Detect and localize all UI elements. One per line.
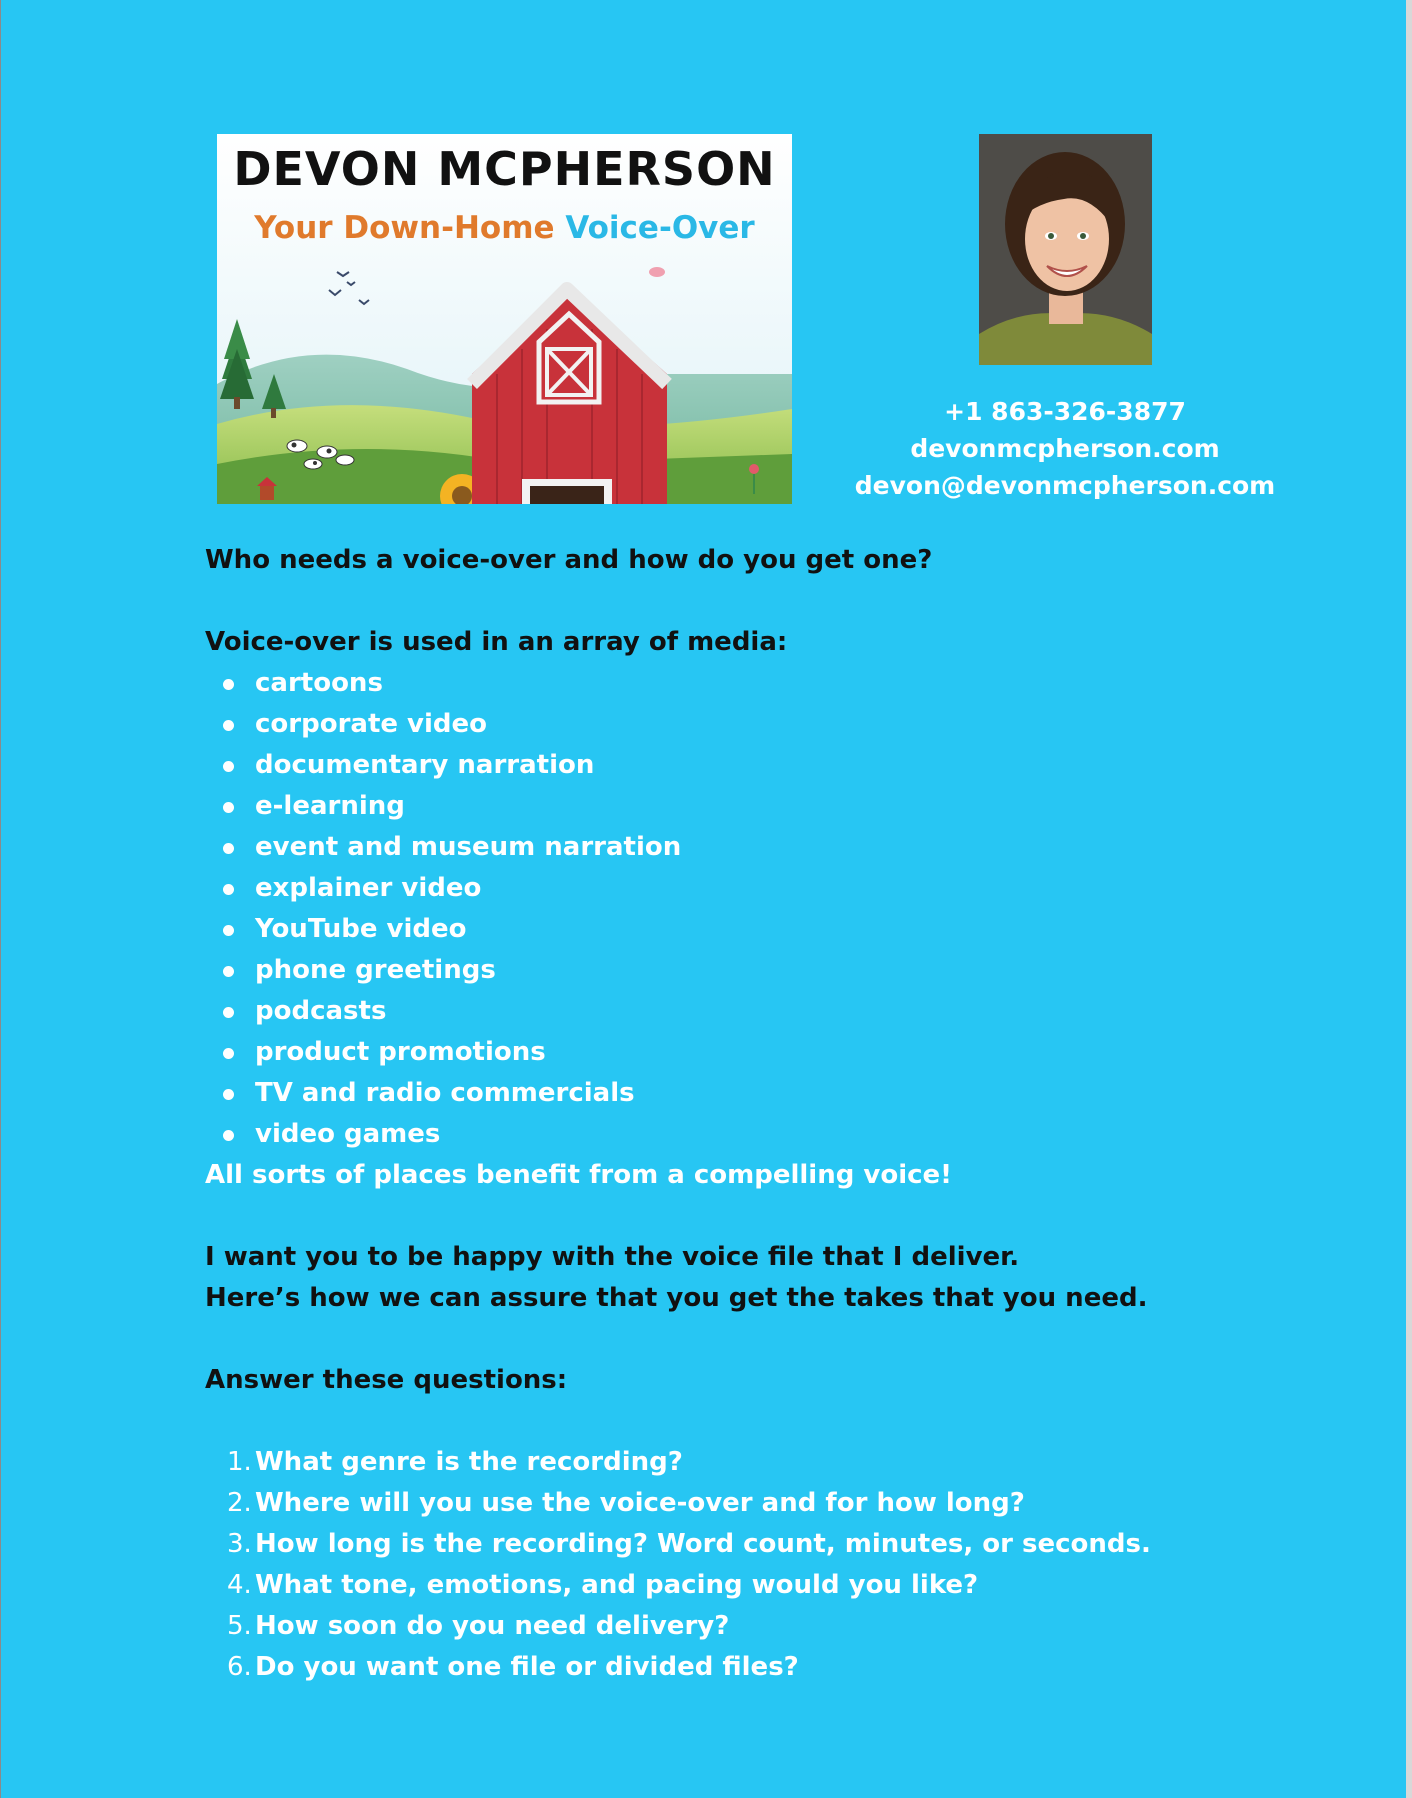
list-item bbox=[205, 868, 1205, 909]
list-number: 2. bbox=[227, 1488, 252, 1518]
questions-list bbox=[205, 1442, 1205, 1688]
list-item bbox=[205, 663, 1205, 704]
list-item bbox=[205, 1032, 1205, 1073]
bullet-icon bbox=[223, 720, 234, 731]
list-item-text: product promotions bbox=[255, 1037, 546, 1067]
bullet-icon bbox=[223, 925, 234, 936]
spacer bbox=[205, 1401, 1205, 1442]
bullet-icon bbox=[223, 679, 234, 690]
media-closing: All sorts of places benefit from a compelling voice! bbox=[205, 1160, 953, 1190]
list-number: 3. bbox=[227, 1529, 252, 1559]
tagline-voice-over: Voice-Over bbox=[565, 210, 755, 246]
list-item-text: cartoons bbox=[255, 668, 383, 698]
questions-intro: Answer these questions: bbox=[205, 1365, 568, 1395]
list-item bbox=[205, 991, 1205, 1032]
assurance-line-1: I want you to be happy with the voice file that I deliver. bbox=[205, 1242, 1020, 1272]
list-item bbox=[205, 1442, 1205, 1483]
list-item bbox=[205, 950, 1205, 991]
list-item-text: Do you want one file or divided files? bbox=[255, 1652, 799, 1682]
list-item bbox=[205, 827, 1205, 868]
list-item bbox=[205, 1483, 1205, 1524]
list-item bbox=[205, 1647, 1205, 1688]
media-intro: Voice-over is used in an array of media: bbox=[205, 627, 788, 657]
page-left-edge bbox=[0, 0, 1, 1798]
bullet-icon bbox=[223, 761, 234, 772]
contact-website[interactable]: devonmcpherson.com bbox=[910, 434, 1220, 463]
list-number: 5. bbox=[227, 1611, 252, 1641]
spacer bbox=[205, 581, 1205, 622]
list-item-text: YouTube video bbox=[255, 914, 467, 944]
contact-email[interactable]: devon@devonmcpherson.com bbox=[854, 471, 1276, 500]
bullet-icon bbox=[223, 843, 234, 854]
list-item-text: TV and radio commercials bbox=[255, 1078, 635, 1108]
main-content bbox=[205, 540, 1205, 1688]
list-item-text: explainer video bbox=[255, 873, 482, 903]
bullet-icon bbox=[223, 802, 234, 813]
list-item bbox=[205, 786, 1205, 827]
banner-name: DEVON MCPHERSON bbox=[233, 142, 776, 196]
list-item bbox=[205, 909, 1205, 950]
bullet-icon bbox=[223, 884, 234, 895]
portrait-illustration bbox=[979, 134, 1152, 365]
list-item bbox=[205, 1073, 1205, 1114]
assurance-line-2: Here’s how we can assure that you get the takes that you need. bbox=[205, 1283, 1148, 1313]
banner-image bbox=[217, 134, 792, 504]
list-item bbox=[205, 704, 1205, 745]
list-item-text: What tone, emotions, and pacing would you like? bbox=[255, 1570, 979, 1600]
banner-tagline bbox=[217, 210, 792, 246]
media-list bbox=[205, 663, 1205, 1155]
spacer bbox=[205, 1196, 1205, 1237]
list-item bbox=[205, 1114, 1205, 1155]
list-item-text: corporate video bbox=[255, 709, 488, 739]
page-right-edge bbox=[1406, 0, 1412, 1798]
list-item-text: Where will you use the voice-over and for how long? bbox=[255, 1488, 1025, 1518]
list-number: 1. bbox=[227, 1447, 252, 1477]
list-item bbox=[205, 1524, 1205, 1565]
list-item-text: What genre is the recording? bbox=[255, 1447, 683, 1477]
bullet-icon bbox=[223, 1048, 234, 1059]
list-item-text: podcasts bbox=[255, 996, 387, 1026]
bullet-icon bbox=[223, 966, 234, 977]
contact-info bbox=[840, 393, 1290, 504]
main-heading: Who needs a voice-over and how do you get one? bbox=[205, 545, 933, 575]
list-item-text: event and museum narration bbox=[255, 832, 682, 862]
list-item bbox=[205, 1606, 1205, 1647]
portrait-photo bbox=[979, 134, 1152, 365]
tagline-down-home: Your Down-Home bbox=[254, 210, 555, 246]
spacer bbox=[205, 1319, 1205, 1360]
list-item-text: documentary narration bbox=[255, 750, 595, 780]
list-item-text: video games bbox=[255, 1119, 441, 1149]
list-item bbox=[205, 1565, 1205, 1606]
bullet-icon bbox=[223, 1130, 234, 1141]
list-item-text: How soon do you need delivery? bbox=[255, 1611, 730, 1641]
list-item-text: e-learning bbox=[255, 791, 405, 821]
list-item-text: How long is the recording? Word count, minutes, or seconds. bbox=[255, 1529, 1151, 1559]
contact-phone: +1 863-326-3877 bbox=[944, 397, 1186, 426]
bullet-icon bbox=[223, 1089, 234, 1100]
bullet-icon bbox=[223, 1007, 234, 1018]
list-item-text: phone greetings bbox=[255, 955, 496, 985]
list-number: 4. bbox=[227, 1570, 252, 1600]
list-number: 6. bbox=[227, 1652, 252, 1682]
list-item bbox=[205, 745, 1205, 786]
